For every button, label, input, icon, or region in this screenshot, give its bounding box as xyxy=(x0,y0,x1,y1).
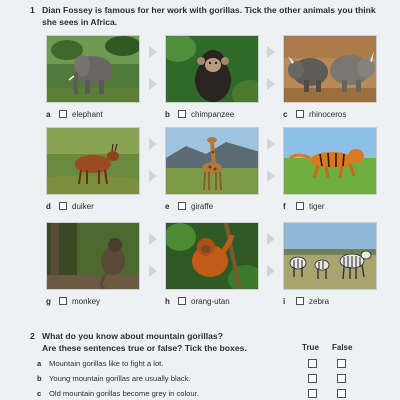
animal-label xyxy=(165,109,285,121)
animal-label xyxy=(283,109,400,121)
chimpanzee-photo xyxy=(165,35,259,103)
tick-checkbox-giraffe[interactable] xyxy=(178,202,186,210)
chevron-right-icon xyxy=(148,46,158,58)
false-column-header: False xyxy=(332,343,353,352)
animal-label xyxy=(46,296,166,308)
true-checkbox[interactable] xyxy=(308,389,317,398)
chevron-right-icon xyxy=(266,138,276,150)
animal-name: rhinoceros xyxy=(309,110,347,119)
orangutan-photo xyxy=(165,222,259,290)
animal-label xyxy=(283,201,400,213)
animal-name: duiker xyxy=(72,202,94,211)
question-text-line2: Are these sentences true or false? Tick the boxes. xyxy=(42,343,247,353)
statement-text: Old mountain gorillas become grey in colour. xyxy=(49,389,199,398)
chevron-right-icon xyxy=(266,265,276,277)
question-1-heading xyxy=(30,4,390,30)
question-number: 1 xyxy=(30,5,35,15)
true-checkbox[interactable] xyxy=(308,374,317,383)
animal-name: monkey xyxy=(72,297,101,306)
duiker-photo xyxy=(46,127,140,195)
zebra-photo xyxy=(283,222,377,290)
chevron-right-icon xyxy=(266,46,276,58)
chevron-right-icon xyxy=(148,233,158,245)
option-letter: e xyxy=(165,202,170,211)
option-letter: b xyxy=(165,110,170,119)
animal-label xyxy=(165,201,285,213)
tick-checkbox-duiker[interactable] xyxy=(59,202,67,210)
false-checkbox[interactable] xyxy=(337,374,346,383)
chevron-right-icon xyxy=(148,138,158,150)
animal-name: giraffe xyxy=(191,202,214,211)
animal-name: zebra xyxy=(309,297,330,306)
false-checkbox[interactable] xyxy=(337,359,346,368)
false-checkbox[interactable] xyxy=(337,389,346,398)
statement-letter: b xyxy=(37,374,42,383)
monkey-photo xyxy=(46,222,140,290)
animal-name: chimpanzee xyxy=(191,110,235,119)
elephant-photo xyxy=(46,35,140,103)
animal-label xyxy=(46,109,166,121)
statement-letter: c xyxy=(37,389,42,398)
chevron-right-icon xyxy=(148,170,158,182)
chevron-right-icon xyxy=(266,78,276,90)
tick-checkbox-zebra[interactable] xyxy=(296,297,304,305)
option-letter: i xyxy=(283,297,286,306)
tick-checkbox-elephant[interactable] xyxy=(59,110,67,118)
question-text: Dian Fossey is famous for her work with gorillas. Tick the other animals you think she sees in Africa. xyxy=(42,5,376,27)
option-letter: h xyxy=(165,297,170,306)
animal-label xyxy=(283,296,400,308)
rhinoceros-photo xyxy=(283,35,377,103)
option-letter: d xyxy=(46,202,51,211)
tick-checkbox-rhinoceros[interactable] xyxy=(296,110,304,118)
giraffe-photo xyxy=(165,127,259,195)
tick-checkbox-tiger[interactable] xyxy=(296,202,304,210)
option-letter: g xyxy=(46,297,51,306)
tick-checkbox-monkey[interactable] xyxy=(59,297,67,305)
animal-name: tiger xyxy=(309,202,325,211)
chevron-right-icon xyxy=(266,170,276,182)
statement-letter: a xyxy=(37,359,42,368)
chevron-right-icon xyxy=(266,233,276,245)
option-letter: f xyxy=(283,202,286,211)
true-column-header: True xyxy=(302,343,319,352)
tick-checkbox-orang-utan[interactable] xyxy=(178,297,186,305)
statement-text: Mountain gorillas like to fight a lot. xyxy=(49,359,164,368)
true-checkbox[interactable] xyxy=(308,359,317,368)
option-letter: a xyxy=(46,110,51,119)
animal-name: orang-utan xyxy=(191,297,230,306)
chevron-right-icon xyxy=(148,265,158,277)
statement-text: Young mountain gorillas are usually black. xyxy=(49,374,191,383)
animal-name: elephant xyxy=(72,110,103,119)
option-letter: c xyxy=(283,110,288,119)
tick-checkbox-chimpanzee[interactable] xyxy=(178,110,186,118)
animal-label xyxy=(165,296,285,308)
tiger-photo xyxy=(283,127,377,195)
animal-label xyxy=(46,201,166,213)
question-text-line1: What do you know about mountain gorillas? xyxy=(42,331,223,341)
chevron-right-icon xyxy=(148,78,158,90)
question-number: 2 xyxy=(30,331,35,341)
